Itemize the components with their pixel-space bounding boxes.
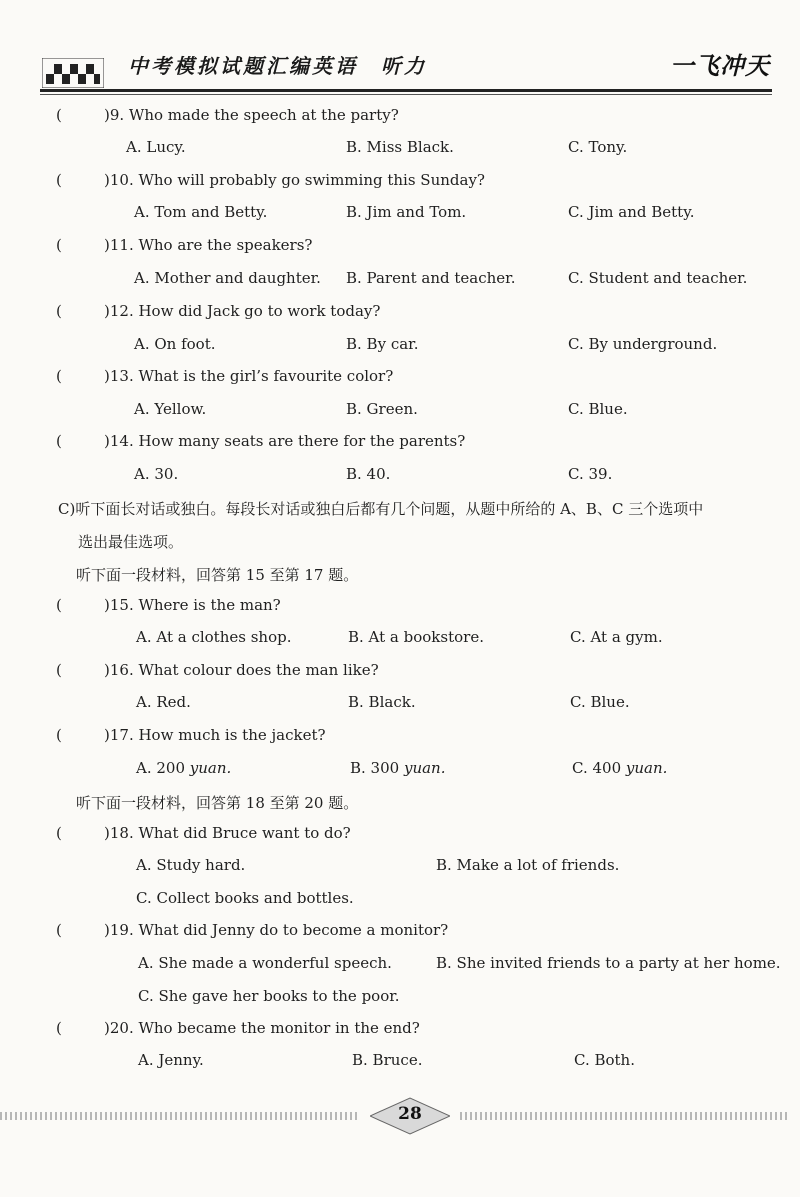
option-b: B. By car. [346, 335, 419, 353]
option-a: A. At a clothes shop. [136, 628, 292, 646]
option-c: C. Jim and Betty. [568, 203, 695, 221]
option-b: B. Jim and Tom. [346, 203, 467, 221]
header-rule-thin [40, 94, 772, 95]
option-a: A. She made a wonderful speech. [138, 954, 392, 972]
page-number: 28 [398, 1104, 422, 1124]
checkerboard-icon [42, 58, 104, 88]
option-b: B. She invited friends to a party at her home. [436, 954, 781, 972]
option-c: C. By underground. [568, 335, 718, 353]
question-text: )17. How much is the jacket? [104, 726, 326, 744]
group-label-1: 听下面一段材料，回答第 15 至第 17 题。 [76, 566, 359, 584]
option-b: B. Make a lot of friends. [436, 856, 620, 874]
option-c: C. 39. [568, 465, 613, 483]
page-footer [0, 1094, 800, 1144]
option-a: A. 200 yuan. [136, 759, 232, 777]
option-a: A. 30. [134, 465, 179, 483]
brand-logo: 一飞冲天 [670, 51, 770, 80]
group-label-2: 听下面一段材料，回答第 18 至第 20 题。 [76, 794, 359, 812]
question-text: )13. What is the girl’s favourite color? [104, 367, 394, 385]
option-c: C. Tony. [568, 138, 628, 156]
question-text: )18. What did Bruce want to do? [104, 824, 351, 842]
question-12: ( )12. How did Jack go to work today? [56, 302, 381, 320]
page-header [0, 0, 800, 100]
book-title: 中考模拟试题汇编英语 听力 [128, 54, 427, 78]
option-b: B. Miss Black. [346, 138, 454, 156]
option-c: C. Student and teacher. [568, 269, 748, 287]
option-b: B. Green. [346, 400, 418, 418]
option-c: C. Blue. [570, 693, 630, 711]
option-c: C. Blue. [568, 400, 628, 418]
option-a: A. Mother and daughter. [134, 269, 321, 287]
question-20: ( )20. Who became the monitor in the end? [56, 1019, 420, 1037]
question-text: )9. Who made the speech at the party? [104, 106, 399, 124]
question-text: )11. Who are the speakers? [104, 236, 313, 254]
question-text: )12. How did Jack go to work today? [104, 302, 381, 320]
option-b: B. 40. [346, 465, 391, 483]
footer-ornament-left [0, 1112, 360, 1120]
option-c: C. Collect books and bottles. [136, 889, 354, 907]
option-a: A. On foot. [134, 335, 216, 353]
header-rule [40, 89, 772, 92]
section-c-instruction-cont: 选出最佳选项。 [78, 533, 184, 551]
option-a: A. Study hard. [136, 856, 246, 874]
footer-ornament-right [460, 1112, 790, 1120]
section-c-instruction: C)听下面长对话或独白。每段长对话或独白后都有几个问题，从题中所给的 A、B、C 三个选项中 [58, 500, 704, 518]
question-text: )19. What did Jenny do to become a monitor? [104, 921, 449, 939]
option-c: C. 400 yuan. [572, 759, 668, 777]
option-c: C. At a gym. [570, 628, 663, 646]
question-text: )20. Who became the monitor in the end? [104, 1019, 420, 1037]
question-10: ( )10. Who will probably go swimming this Sunday? [56, 171, 485, 189]
option-a: A. Lucy. [126, 138, 186, 156]
question-text: )14. How many seats are there for the parents? [104, 432, 466, 450]
option-b: B. Parent and teacher. [346, 269, 516, 287]
option-b: B. 300 yuan. [350, 759, 446, 777]
question-text: )15. Where is the man? [104, 596, 281, 614]
option-b: B. At a bookstore. [348, 628, 484, 646]
question-14: ( )14. How many seats are there for the parents? [56, 432, 466, 450]
question-text: )16. What colour does the man like? [104, 661, 379, 679]
question-16: ( )16. What colour does the man like? [56, 661, 379, 679]
question-18: ( )18. What did Bruce want to do? [56, 824, 351, 842]
option-a: A. Jenny. [138, 1051, 204, 1069]
option-a: A. Yellow. [134, 400, 207, 418]
question-text: )10. Who will probably go swimming this Sunday? [104, 171, 485, 189]
question-17: ( )17. How much is the jacket? [56, 726, 326, 744]
option-c: C. Both. [574, 1051, 635, 1069]
question-15: ( )15. Where is the man? [56, 596, 281, 614]
option-b: B. Bruce. [352, 1051, 423, 1069]
question-9: ( )9. Who made the speech at the party? [56, 106, 399, 124]
option-a: A. Red. [136, 693, 191, 711]
question-13: ( )13. What is the girl’s favourite color? [56, 367, 394, 385]
question-11: ( )11. Who are the speakers? [56, 236, 313, 254]
option-a: A. Tom and Betty. [134, 203, 268, 221]
option-c: C. She gave her books to the poor. [138, 987, 400, 1005]
option-b: B. Black. [348, 693, 416, 711]
question-19: ( )19. What did Jenny do to become a monitor? [56, 921, 449, 939]
